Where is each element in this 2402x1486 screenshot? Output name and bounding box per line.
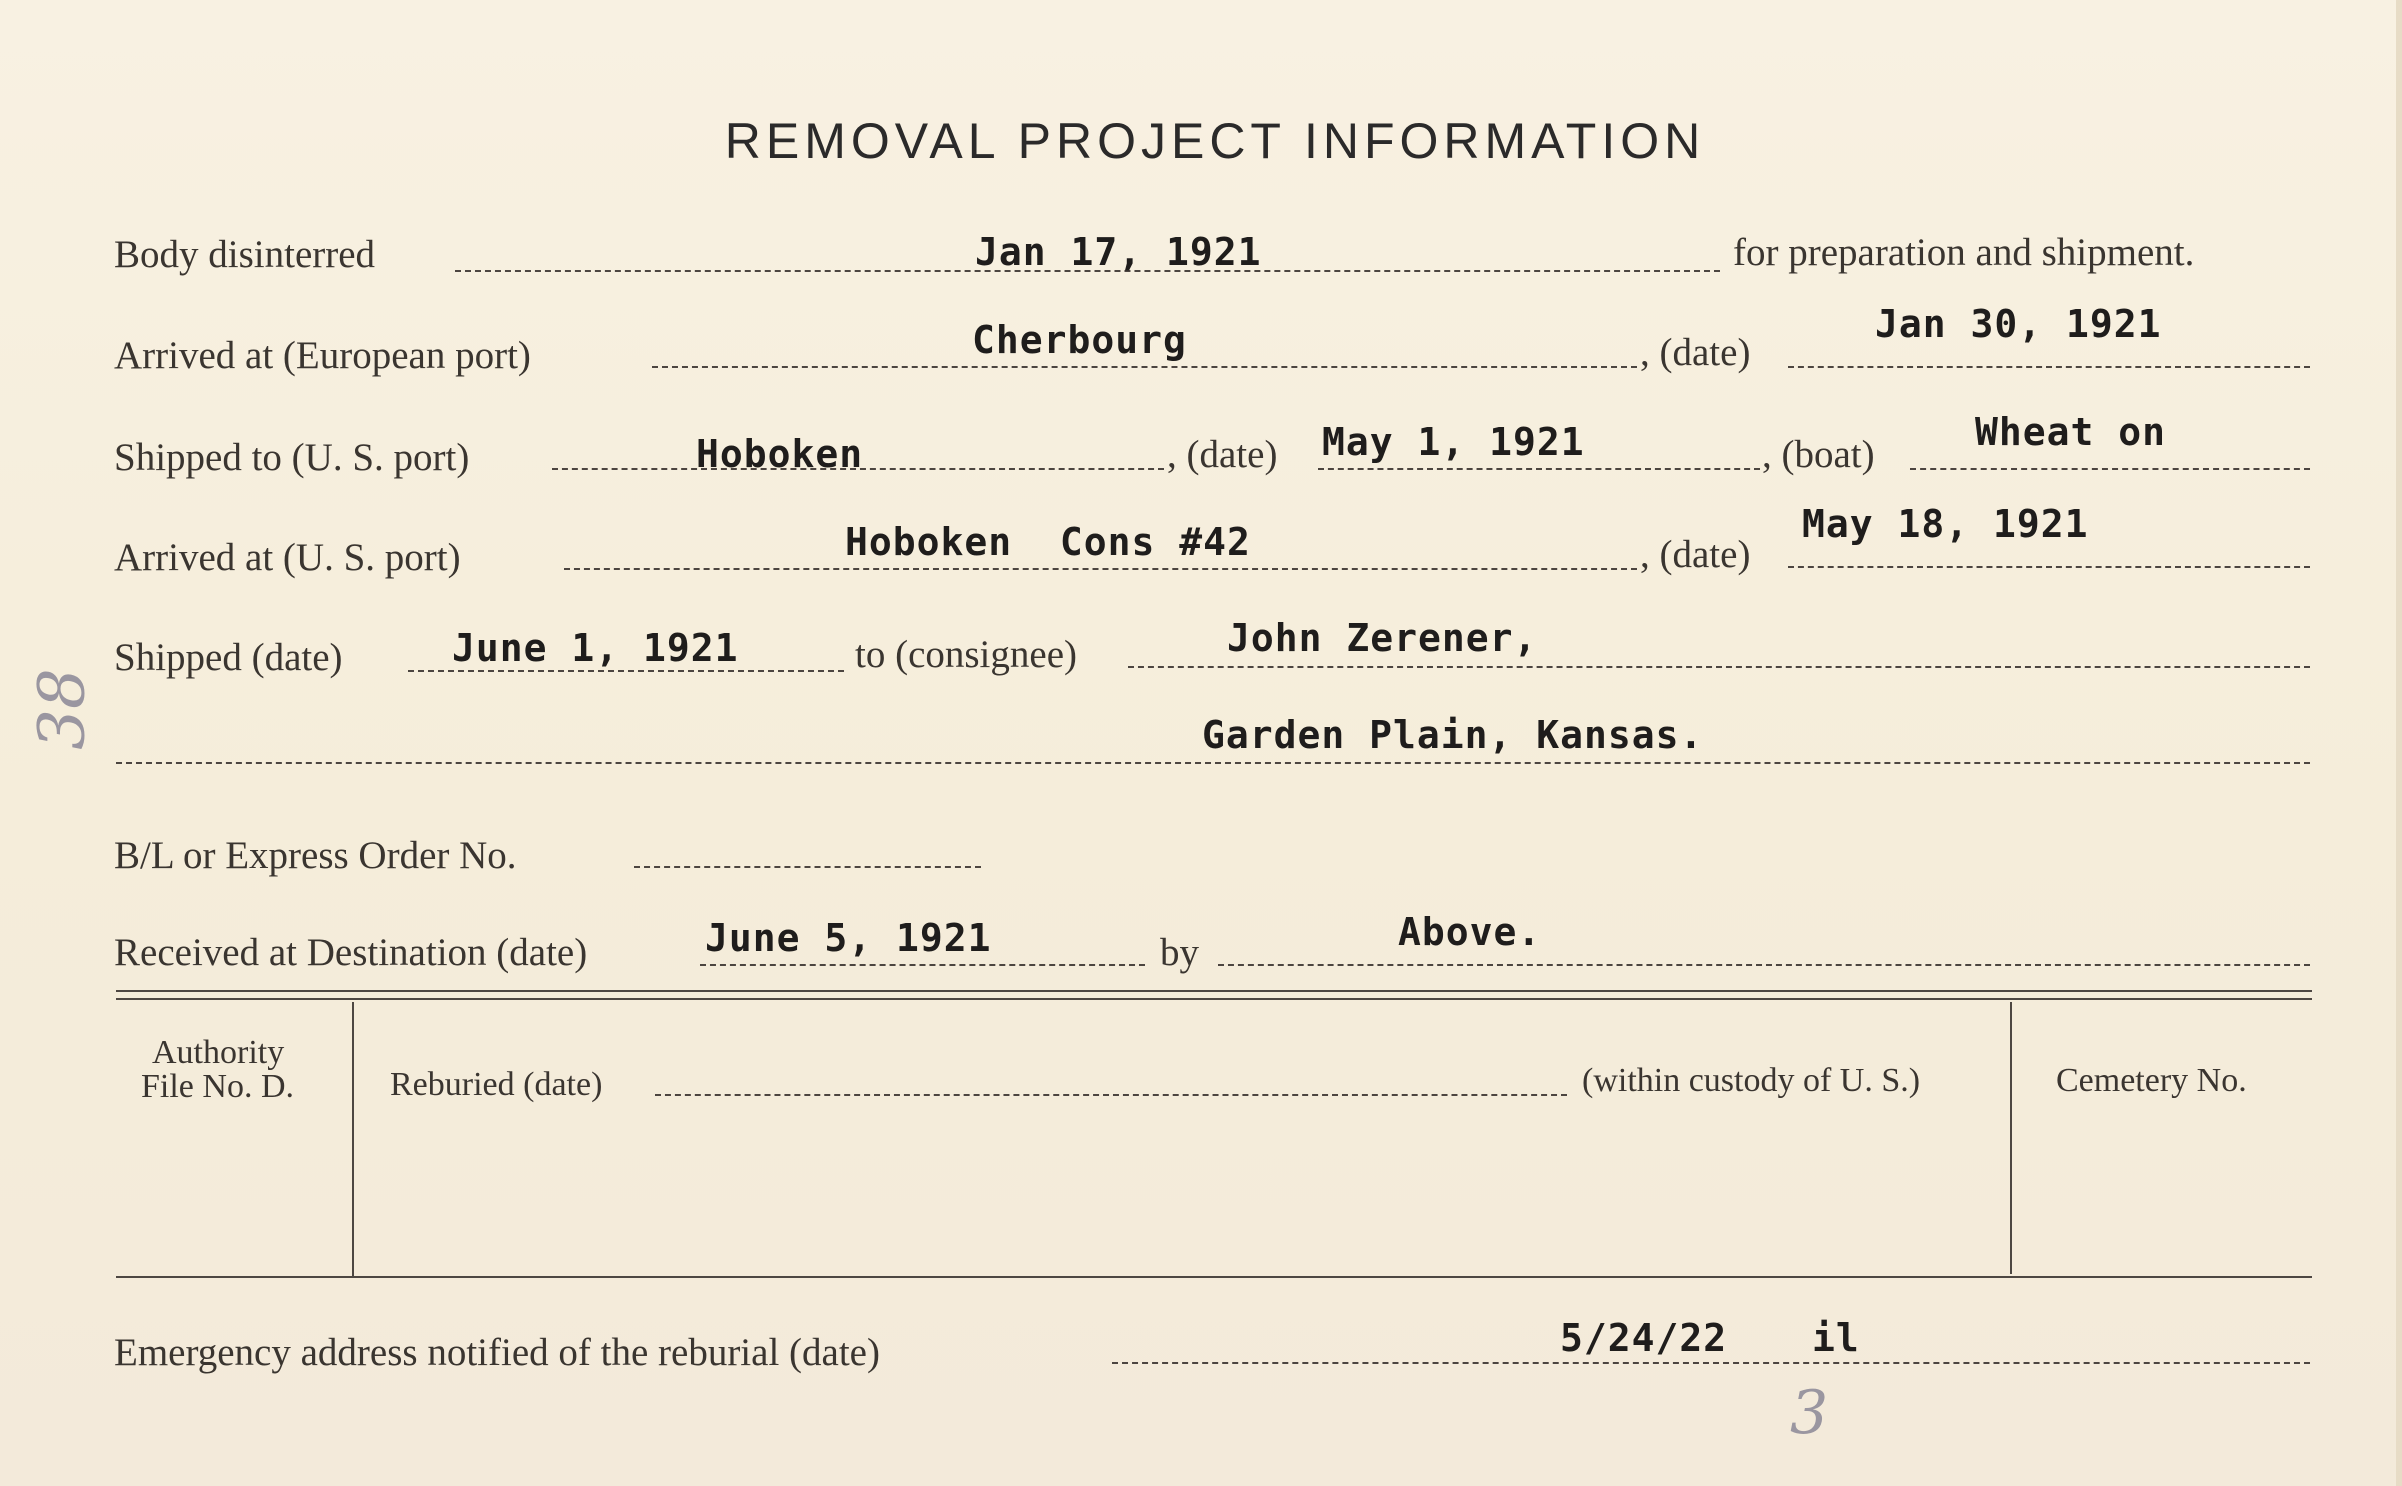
label-boat: , (boat)	[1762, 433, 1875, 476]
line-boat	[1910, 468, 2310, 470]
line-european-port	[652, 366, 1637, 368]
label-shipped-to-us: Shipped to (U. S. port)	[114, 436, 470, 479]
value-shipped-date: June 1, 1921	[452, 626, 739, 670]
value-consignee-name: John Zerener,	[1227, 616, 1538, 660]
label-for-preparation: for preparation and shipment.	[1733, 231, 2195, 274]
label-received-destination: Received at Destination (date)	[114, 931, 588, 974]
label-file-no: File No. D.	[141, 1068, 294, 1105]
line-consignee	[1128, 666, 2310, 668]
box-top-rule-2	[116, 998, 2312, 1000]
line-received-by	[1218, 964, 2310, 966]
label-emergency: Emergency address notified of the reburial (date)	[114, 1331, 880, 1374]
label-by: by	[1160, 931, 1199, 974]
value-us-port-shipped: Hoboken	[696, 432, 864, 476]
label-to-consignee: to (consignee)	[855, 633, 1078, 676]
line-european-date	[1788, 366, 2310, 368]
line-consignee-address	[116, 762, 2310, 764]
label-shipped-date: Shipped (date)	[114, 636, 343, 679]
box-top-rule-1	[116, 990, 2312, 992]
line-bl-order	[634, 866, 981, 868]
label-arrived-us: Arrived at (U. S. port)	[114, 536, 461, 579]
label-custody: (within custody of U. S.)	[1582, 1062, 1921, 1099]
value-disinterred-date: Jan 17, 1921	[975, 230, 1262, 274]
form-title: REMOVAL PROJECT INFORMATION	[724, 113, 1706, 169]
label-date-eu: , (date)	[1640, 331, 1751, 374]
line-reburied	[655, 1094, 1567, 1096]
label-body-disinterred: Body disinterred	[114, 233, 376, 276]
box-divider-left	[352, 1002, 354, 1276]
value-us-port-arrived: Hoboken Cons #42	[845, 520, 1251, 564]
value-ship-date: May 1, 1921	[1322, 420, 1585, 464]
value-received-date: June 5, 1921	[705, 916, 992, 960]
label-reburied: Reburied (date)	[390, 1066, 603, 1103]
value-european-port: Cherbourg	[972, 318, 1187, 362]
line-us-port-arrived	[564, 568, 1637, 570]
value-received-by: Above.	[1398, 910, 1542, 954]
value-us-arrival-date: May 18, 1921	[1802, 502, 2089, 546]
label-authority: Authority	[152, 1034, 285, 1071]
value-emergency-date: 5/24/22	[1560, 1316, 1728, 1360]
line-received-date	[700, 964, 1145, 966]
label-cemetery-no: Cemetery No.	[2056, 1062, 2247, 1099]
line-shipped-date	[408, 670, 844, 672]
line-emergency	[1112, 1362, 2310, 1364]
line-ship-date	[1318, 468, 1760, 470]
value-boat: Wheat on	[1975, 410, 2167, 454]
margin-note-bottom: 3	[1790, 1378, 1829, 1448]
label-date-us-arrival: , (date)	[1640, 533, 1751, 576]
label-date-ship: , (date)	[1167, 433, 1278, 476]
value-consignee-address: Garden Plain, Kansas.	[1202, 713, 1704, 757]
box-divider-right	[2010, 1002, 2012, 1274]
value-emergency-initials: il	[1812, 1316, 1860, 1360]
label-arrived-european: Arrived at (European port)	[114, 334, 531, 377]
line-us-arrival-date	[1788, 566, 2310, 568]
card-edge	[2396, 0, 2402, 1486]
margin-note-left: 38	[25, 668, 100, 750]
value-european-date: Jan 30, 1921	[1875, 302, 2162, 346]
box-bottom-rule	[116, 1276, 2312, 1278]
label-bl-order: B/L or Express Order No.	[114, 834, 517, 877]
